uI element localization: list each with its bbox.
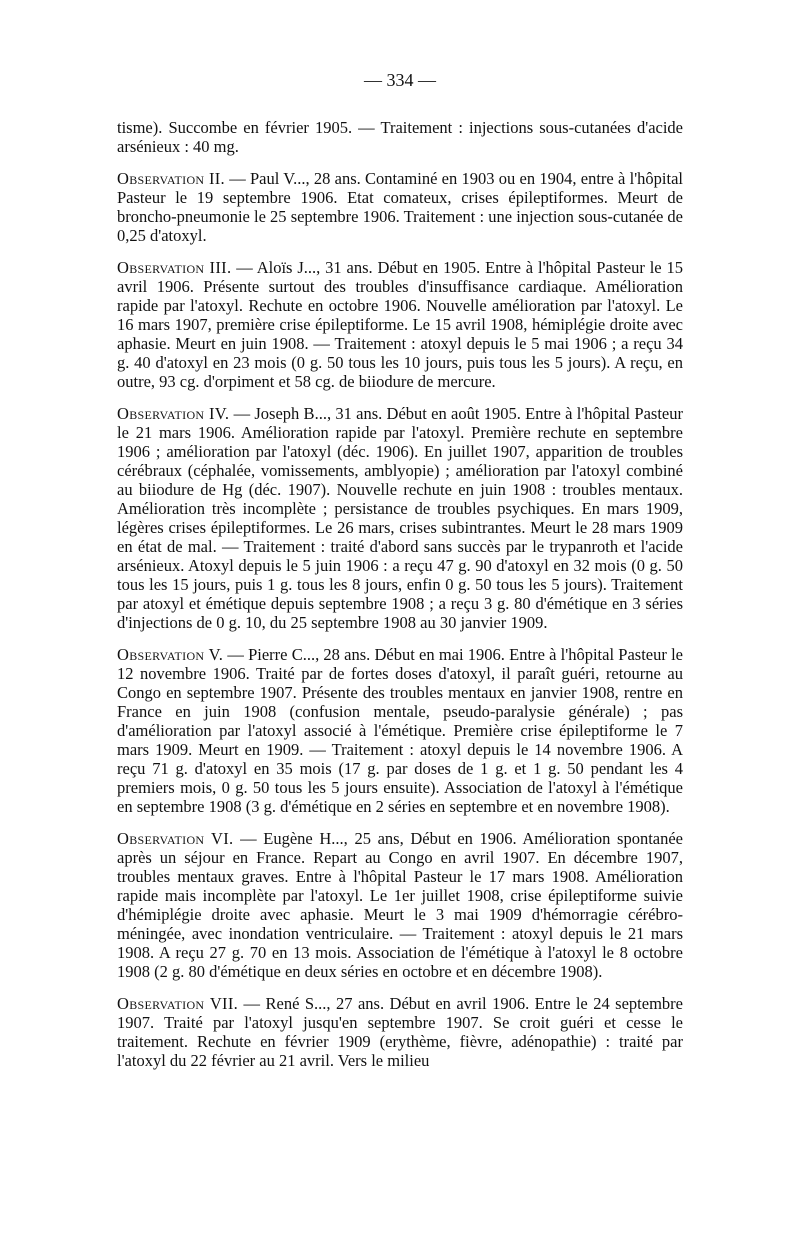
observation-heading: Observation II. [117,169,225,188]
observation-5 [117,645,683,816]
observation-text: — Eugène H..., 25 ans, Début en 1906. Amélioration spontanée après un séjour en France. Repart au Congo en avril 1907. En décembre 1907, troubles mentaux graves. Entre à l'hôpital Pasteur le 17 mars 1908. Amélioration rapide mais incomplète par l'atoxyl. Le 1er juillet 1908, crise épileptiforme suivie d'hémiplégie droite avec aphasie. Meurt le 3 mai 1909 d'hémorragie cérébro-méningée, avec inondation ventriculaire. — Traitement : atoxyl depuis le 21 mars 1908. A reçu 27 g. 70 en 13 mois. Association de l'émétique à l'atoxyl le 8 octobre 1908 (2 g. 80 d'émétique en deux séries en octobre et en décembre 1908). [117,829,683,981]
observation-text: — Joseph B..., 31 ans. Début en août 1905. Entre à l'hôpital Pasteur le 21 mars 1906. Amélioration rapide par l'atoxyl. Première rechute en septembre 1906 ; amélioration par l'atoxyl (déc. 1906). En juillet 1907, apparition de troubles cérébraux (céphalée, vomissements, amblyopie) ; amélioration par l'atoxyl combiné au biiodure de Hg (déc. 1907). Nouvelle rechute en juin 1908 : troubles mentaux. Amélioration très incomplète ; persistance de troubles psychiques. En mars 1909, légères crises épileptiformes. Le 26 mars, crises subintrantes. Meurt le 28 mars 1909 en état de mal. — Traitement : traité d'abord sans succès par le trypanroth et l'acide arsénieux. Atoxyl depuis le 5 juin 1906 : a reçu 47 g. 90 d'atoxyl en 32 mois (0 g. 50 tous les 15 jours, puis 1 g. tous les 8 jours, enfin 0 g. 50 tous les 5 jours). Traitement par atoxyl et émétique depuis septembre 1908 ; a reçu 3 g. 80 d'émétique en 3 séries d'injections de 0 g. 10, du 25 septembre 1908 au 30 janvier 1909. [117,404,683,632]
observation-text: — Aloïs J..., 31 ans. Début en 1905. Entre à l'hôpital Pasteur le 15 avril 1906. Présente surtout des troubles d'insuffisance cardiaque. Amélioration rapide par l'atoxyl. Rechute en octobre 1906. Nouvelle amélioration par l'atoxyl. Le 16 mars 1907, première crise épileptiforme. Le 15 avril 1908, hémiplégie droite avec aphasie. Meurt en juin 1908. — Traitement : atoxyl depuis le 5 mai 1906 ; a reçu 34 g. 40 d'atoxyl en 23 mois (0 g. 50 tous les 10 jours, puis tous les 5 jours). A reçu, en outre, 93 cg. d'orpiment et 58 cg. de biiodure de mercure. [117,258,683,391]
observation-heading: Observation IV. [117,404,230,423]
page-number: — 334 — [364,70,436,90]
observation-heading: Observation III. [117,258,232,277]
paragraph-continuation [117,118,683,156]
observation-heading: Observation VI. [117,829,234,848]
observation-heading: Observation VII. [117,994,239,1013]
observation-text: — René S..., 27 ans. Début en avril 1906. Entre le 24 septembre 1907. Traité par l'atoxyl jusqu'en septembre 1907. Se croit guéri et cesse le traitement. Rechute en février 1909 (erythème, fièvre, adénopathie) : traité par l'atoxyl du 22 février au 21 avril. Vers le milieu [117,994,683,1070]
observation-text: — Pierre C..., 28 ans. Début en mai 1906. Entre à l'hôpital Pasteur le 12 novembre 1906. Traité par de fortes doses d'atoxyl, il paraît guéri, retourne au Congo en septembre 1907. Présente des troubles mentaux en janvier 1908, rentre en France en juin 1908 (confusion mentale, pseudo-paralysie générale) ; pas d'amélioration par l'atoxyl associé à l'émétique. Première crise épileptiforme le 7 mars 1909. Meurt en 1909. — Traitement : atoxyl depuis le 14 novembre 1906. A reçu 71 g. d'atoxyl en 35 mois (17 g. par doses de 1 g. et 1 g. 50 pendant les 4 premiers mois, 0 g. 50 tous les 5 jours ensuite). Association de l'atoxyl à l'émétique en septembre 1908 (3 g. d'émétique en 2 séries en septembre et en novembre 1908). [117,645,683,816]
observation-4 [117,404,683,632]
observation-3 [117,258,683,391]
observation-7 [117,994,683,1070]
observation-heading: Observation V. [117,645,224,664]
observation-text: — Paul V..., 28 ans. Contaminé en 1903 ou en 1904, entre à l'hôpital Pasteur le 19 septembre 1906. Etat comateux, crises épileptiformes. Meurt de broncho-pneumonie le 25 septembre 1906. Traitement : une injection sous-cutanée de 0,25 d'atoxyl. [117,169,683,245]
paragraph-text: tisme). Succombe en février 1905. — Traitement : injections sous-cutanées d'acide arsénieux : 40 mg. [117,118,683,156]
observation-2 [117,169,683,245]
body-text [117,118,683,1070]
observation-6 [117,829,683,981]
